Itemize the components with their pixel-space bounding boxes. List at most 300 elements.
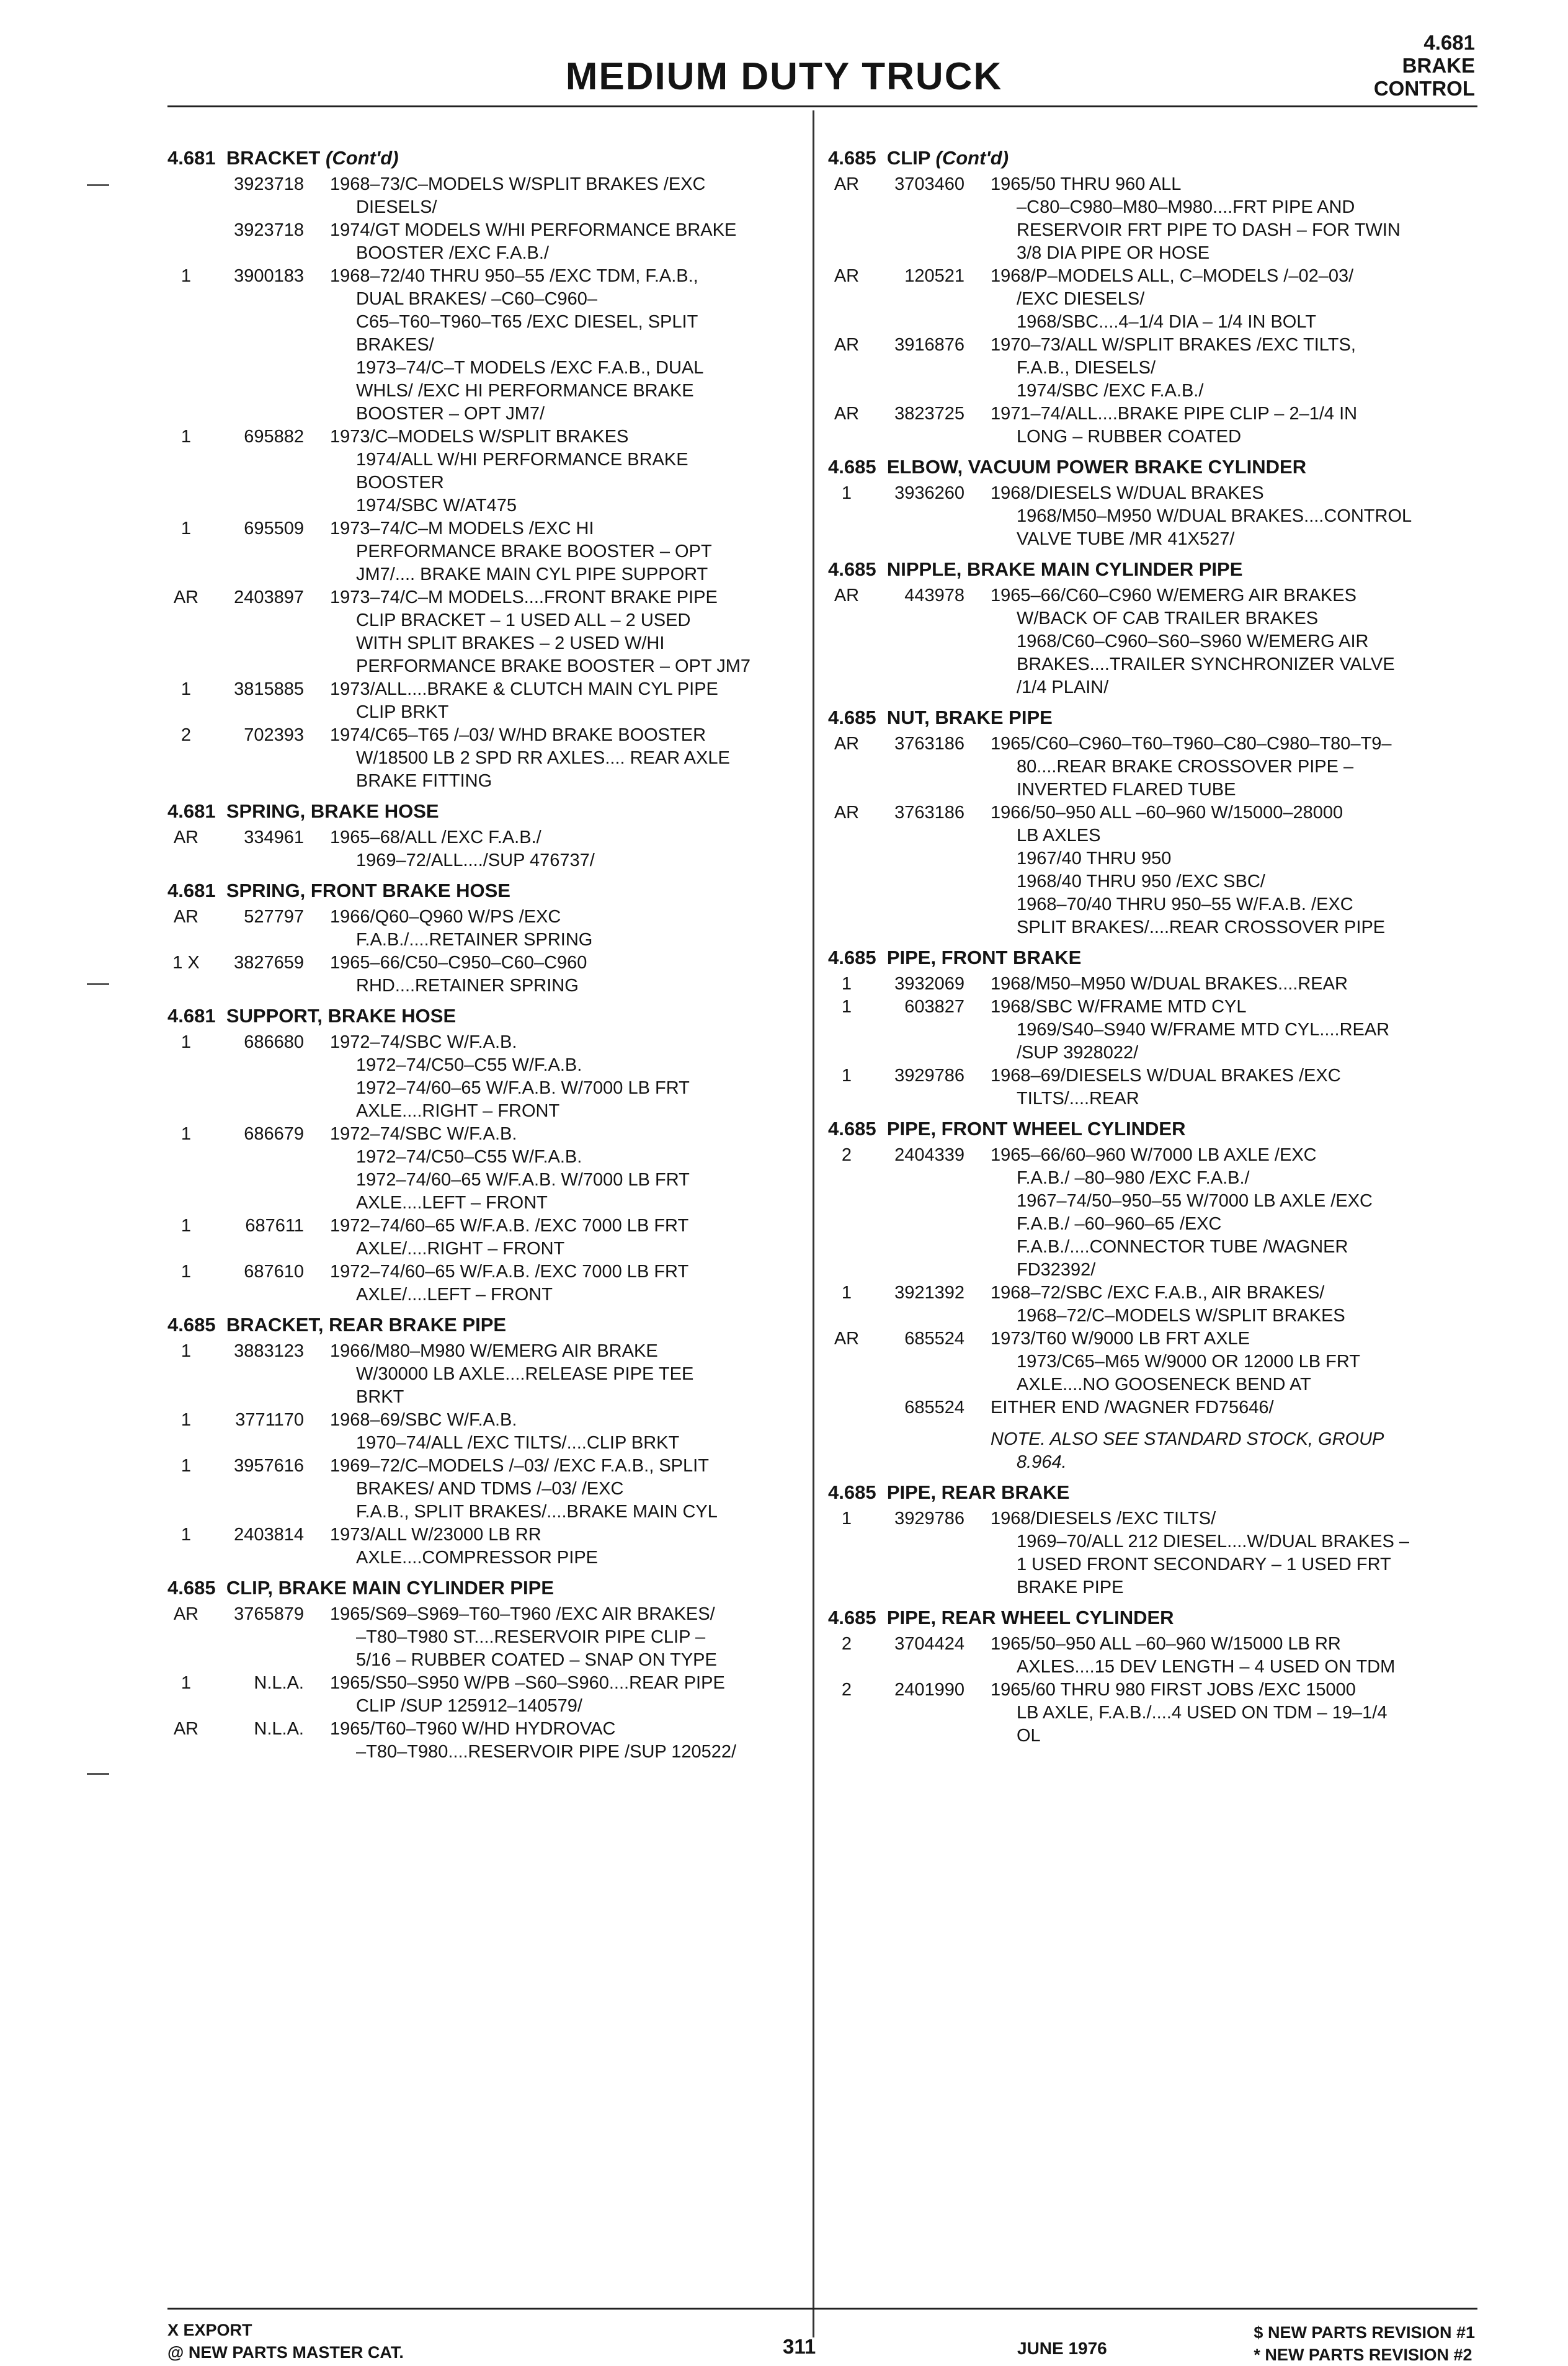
part-number: 3704424 bbox=[894, 1634, 964, 1654]
part-number: 443978 bbox=[904, 586, 964, 605]
application-line: 1965/S69–S969–T60–T960 /EXC AIR BRAKES/ bbox=[330, 1604, 715, 1624]
part-number: 334961 bbox=[244, 828, 304, 847]
part-entry bbox=[167, 1672, 806, 1718]
quantity: AR bbox=[173, 587, 199, 607]
part-entry bbox=[828, 584, 1473, 699]
application-line: 1972–74/SBC W/F.A.B. bbox=[330, 1124, 517, 1144]
section-header bbox=[828, 1480, 1473, 1505]
part-entry bbox=[167, 1123, 806, 1215]
application-text bbox=[991, 584, 1473, 699]
application-line: 1965–66/60–960 W/7000 LB AXLE /EXC bbox=[991, 1145, 1317, 1165]
section-header bbox=[167, 1576, 806, 1600]
quantity: AR bbox=[834, 174, 860, 194]
part-entry bbox=[167, 906, 806, 952]
part-entry bbox=[828, 1065, 1473, 1110]
part-number: 3883123 bbox=[234, 1341, 304, 1361]
quantity: 2 bbox=[841, 1634, 852, 1654]
part-entry bbox=[167, 517, 806, 586]
application-line: 1969/S40–S940 W/FRAME MTD CYL....REAR bbox=[1017, 1020, 1390, 1040]
section-header bbox=[167, 146, 806, 171]
application-line: 1968/C60–C960–S60–S960 W/EMERG AIR bbox=[1017, 632, 1369, 651]
part-entry bbox=[167, 1409, 806, 1455]
application-line: 1968/DIESELS /EXC TILTS/ bbox=[991, 1509, 1216, 1529]
group-number: 4.685 bbox=[828, 707, 876, 728]
application-text bbox=[991, 1144, 1473, 1282]
application-line: 1965/C60–C960–T60–T960–C80–C980–T80–T9– bbox=[991, 734, 1392, 754]
part-number: 3916876 bbox=[894, 335, 964, 355]
application-line: 1974/GT MODELS W/HI PERFORMANCE BRAKE bbox=[330, 220, 737, 240]
part-number: 3763186 bbox=[894, 803, 964, 823]
catalog-section bbox=[828, 557, 1473, 699]
part-entry bbox=[167, 265, 806, 426]
group-number: 4.681 bbox=[167, 880, 216, 901]
section-title: SPRING, FRONT BRAKE HOSE bbox=[226, 880, 510, 901]
quantity: 1 bbox=[180, 1032, 192, 1052]
section-header bbox=[828, 705, 1473, 730]
right-column bbox=[828, 140, 1473, 1751]
part-number: 3957616 bbox=[234, 1456, 304, 1476]
application-text bbox=[991, 1507, 1473, 1599]
application-line: BOOSTER – OPT JM7/ bbox=[356, 404, 545, 424]
section-code bbox=[1374, 31, 1475, 100]
quantity: AR bbox=[834, 803, 860, 823]
section-header bbox=[167, 799, 806, 824]
application-line: F.A.B./....CONNECTOR TUBE /WAGNER bbox=[1017, 1237, 1348, 1257]
application-text bbox=[991, 1679, 1473, 1748]
catalog-section bbox=[828, 455, 1473, 551]
application-text bbox=[330, 265, 806, 426]
page-title: MEDIUM DUTY TRUCK bbox=[565, 55, 1003, 98]
application-line: 80....REAR BRAKE CROSSOVER PIPE – bbox=[1017, 757, 1354, 777]
part-number: 695882 bbox=[244, 427, 304, 447]
section-name-line-1: BRAKE bbox=[1402, 54, 1475, 77]
application-line: 1968–72/SBC /EXC F.A.B., AIR BRAKES/ bbox=[991, 1283, 1325, 1303]
section-number: 4.681 bbox=[1423, 31, 1475, 54]
application-line: CLIP BRACKET – 1 USED ALL – 2 USED bbox=[356, 610, 691, 630]
application-line: 1971–74/ALL....BRAKE PIPE CLIP – 2–1/4 IN bbox=[991, 404, 1358, 424]
part-entry bbox=[828, 1144, 1473, 1282]
application-line: –T80–T980 ST....RESERVOIR PIPE CLIP – bbox=[356, 1627, 706, 1647]
application-line: F.A.B./ –80–980 /EXC F.A.B./ bbox=[1017, 1168, 1250, 1188]
application-line: 1972–74/60–65 W/F.A.B. W/7000 LB FRT bbox=[356, 1170, 690, 1190]
part-number: 695509 bbox=[244, 519, 304, 538]
application-line: 1974/ALL W/HI PERFORMANCE BRAKE bbox=[356, 450, 688, 470]
quantity: 1 bbox=[841, 1066, 852, 1086]
application-line: 1973/C–MODELS W/SPLIT BRAKES bbox=[330, 427, 629, 447]
application-line: 1966/Q60–Q960 W/PS /EXC bbox=[330, 907, 561, 927]
application-text bbox=[330, 906, 806, 952]
application-line: 1973/ALL W/23000 LB RR bbox=[330, 1525, 541, 1545]
application-line: DIESELS/ bbox=[356, 197, 437, 217]
margin-mark bbox=[87, 184, 109, 186]
application-text bbox=[991, 1633, 1473, 1679]
application-text bbox=[991, 334, 1473, 403]
application-line: 1968/SBC W/FRAME MTD CYL bbox=[991, 997, 1247, 1017]
part-entry bbox=[167, 1603, 806, 1672]
group-number: 4.685 bbox=[828, 147, 876, 169]
section-title: CLIP, BRAKE MAIN CYLINDER PIPE bbox=[226, 1577, 555, 1599]
application-line: 1968/SBC....4–1/4 DIA – 1/4 IN BOLT bbox=[1017, 312, 1317, 332]
part-entry bbox=[828, 1328, 1473, 1396]
group-number: 4.681 bbox=[167, 800, 216, 822]
application-line: PERFORMANCE BRAKE BOOSTER – OPT bbox=[356, 542, 712, 561]
application-line: 5/16 – RUBBER COATED – SNAP ON TYPE bbox=[356, 1650, 717, 1670]
part-number: 3923718 bbox=[234, 174, 304, 194]
application-line: F.A.B., DIESELS/ bbox=[1017, 358, 1156, 378]
quantity: AR bbox=[834, 266, 860, 286]
part-entry bbox=[167, 1718, 806, 1764]
part-number: 3703460 bbox=[894, 174, 964, 194]
application-line: EITHER END /WAGNER FD75646/ bbox=[991, 1398, 1274, 1417]
part-entry bbox=[828, 1633, 1473, 1679]
application-line: 1969–72/C–MODELS /–03/ /EXC F.A.B., SPLIT bbox=[330, 1456, 709, 1476]
application-line: 1965/60 THRU 980 FIRST JOBS /EXC 15000 bbox=[991, 1680, 1356, 1700]
part-number: 3823725 bbox=[894, 404, 964, 424]
part-entry bbox=[828, 403, 1473, 449]
group-number: 4.685 bbox=[167, 1577, 216, 1599]
publication-date: JUNE 1976 bbox=[1017, 2339, 1107, 2358]
part-entry bbox=[828, 1282, 1473, 1328]
quantity: AR bbox=[834, 734, 860, 754]
part-number: 685524 bbox=[904, 1329, 964, 1349]
application-line: 1967/40 THRU 950 bbox=[1017, 849, 1172, 868]
application-line: AXLE/....RIGHT – FRONT bbox=[356, 1239, 565, 1259]
application-text bbox=[330, 1455, 806, 1524]
application-text bbox=[991, 173, 1473, 265]
margin-mark bbox=[87, 1773, 109, 1775]
application-line: BRAKES....TRAILER SYNCHRONIZER VALVE bbox=[1017, 654, 1395, 674]
catalog-section bbox=[828, 1480, 1473, 1599]
application-line: RHD....RETAINER SPRING bbox=[356, 976, 579, 996]
part-number: 3932069 bbox=[894, 974, 964, 994]
application-text bbox=[330, 1524, 806, 1569]
page-number: 311 bbox=[783, 2335, 816, 2358]
part-number: 3765879 bbox=[234, 1604, 304, 1624]
application-text bbox=[991, 1065, 1473, 1110]
group-number: 4.685 bbox=[828, 558, 876, 580]
part-number: 2401990 bbox=[894, 1680, 964, 1700]
catalog-section bbox=[828, 945, 1473, 1110]
application-line: AXLE....COMPRESSOR PIPE bbox=[356, 1548, 598, 1568]
application-line: LB AXLE, F.A.B./....4 USED ON TDM – 19–1/4 bbox=[1017, 1703, 1388, 1723]
catalog-section bbox=[828, 1605, 1473, 1748]
part-entry bbox=[167, 219, 806, 265]
application-text bbox=[330, 678, 806, 724]
section-title: PIPE, FRONT WHEEL CYLINDER bbox=[886, 1118, 1186, 1140]
application-line: 1974/SBC /EXC F.A.B./ bbox=[1017, 381, 1204, 401]
group-number: 4.681 bbox=[167, 1005, 216, 1027]
application-line: BOOSTER /EXC F.A.B./ bbox=[356, 243, 550, 263]
group-number: 4.685 bbox=[828, 1607, 876, 1628]
quantity: 1 bbox=[841, 1509, 852, 1529]
part-entry bbox=[828, 173, 1473, 265]
application-line: F.A.B./....RETAINER SPRING bbox=[356, 930, 593, 950]
part-entry bbox=[167, 826, 806, 872]
part-entry bbox=[167, 586, 806, 678]
application-line: 1972–74/60–65 W/F.A.B. /EXC 7000 LB FRT bbox=[330, 1262, 689, 1282]
part-entry bbox=[167, 1215, 806, 1261]
application-line: 1974/SBC W/AT475 bbox=[356, 496, 517, 516]
part-number: 3900183 bbox=[234, 266, 304, 286]
quantity: 1 bbox=[841, 483, 852, 503]
section-title: NUT, BRAKE PIPE bbox=[886, 707, 1053, 728]
application-text bbox=[330, 1340, 806, 1409]
application-line: 1970–74/ALL /EXC TILTS/....CLIP BRKT bbox=[356, 1433, 680, 1453]
legend-master-cat: @ NEW PARTS MASTER CAT. bbox=[167, 2343, 404, 2362]
application-line: PERFORMANCE BRAKE BOOSTER – OPT JM7 bbox=[356, 656, 751, 676]
application-line: 1972–74/C50–C55 W/F.A.B. bbox=[356, 1147, 582, 1167]
quantity: 1 bbox=[180, 679, 192, 699]
application-line: AXLE....NO GOOSENECK BEND AT bbox=[1017, 1375, 1311, 1395]
part-number: 3923718 bbox=[234, 220, 304, 240]
application-text bbox=[991, 482, 1473, 551]
part-entry bbox=[828, 334, 1473, 403]
application-line: 1968/M50–M950 W/DUAL BRAKES....CONTROL bbox=[1017, 506, 1412, 526]
application-line: 1968/M50–M950 W/DUAL BRAKES....REAR bbox=[991, 974, 1348, 994]
part-number: 3921392 bbox=[894, 1283, 964, 1303]
application-line: /SUP 3928022/ bbox=[1017, 1043, 1139, 1063]
quantity: 1 bbox=[180, 1262, 192, 1282]
application-line: 1 USED FRONT SECONDARY – 1 USED FRT bbox=[1017, 1555, 1391, 1574]
part-entry bbox=[828, 1679, 1473, 1748]
section-header bbox=[828, 455, 1473, 480]
quantity: 2 bbox=[841, 1680, 852, 1700]
part-entry bbox=[167, 724, 806, 793]
application-line: 1968/40 THRU 950 /EXC SBC/ bbox=[1017, 872, 1265, 891]
application-line: JM7/.... BRAKE MAIN CYL PIPE SUPPORT bbox=[356, 565, 708, 584]
part-entry bbox=[828, 1507, 1473, 1599]
application-text bbox=[991, 801, 1473, 939]
application-text bbox=[330, 1215, 806, 1261]
catalog-section bbox=[167, 1004, 806, 1306]
part-entry bbox=[828, 482, 1473, 551]
footer-legend-right bbox=[1254, 2321, 1475, 2366]
section-header bbox=[828, 1605, 1473, 1630]
part-entry bbox=[167, 173, 806, 219]
part-entry bbox=[828, 996, 1473, 1065]
section-header bbox=[167, 1004, 806, 1029]
application-line: 1968–69/DIESELS W/DUAL BRAKES /EXC bbox=[991, 1066, 1341, 1086]
margin-mark bbox=[87, 983, 109, 985]
quantity: 1 bbox=[180, 1673, 192, 1693]
application-text bbox=[330, 1672, 806, 1718]
section-title: ELBOW, VACUUM POWER BRAKE CYLINDER bbox=[886, 456, 1307, 478]
application-line: TILTS/....REAR bbox=[1017, 1089, 1139, 1109]
group-number: 4.685 bbox=[828, 947, 876, 968]
application-line: 1968–69/SBC W/F.A.B. bbox=[330, 1410, 517, 1430]
application-text bbox=[330, 517, 806, 586]
quantity: 1 bbox=[180, 1525, 192, 1545]
section-header bbox=[828, 146, 1473, 171]
application-line: BRKT bbox=[356, 1387, 404, 1407]
part-entry bbox=[167, 1031, 806, 1123]
application-line: –C80–C980–M80–M980....FRT PIPE AND bbox=[1017, 197, 1355, 217]
part-entry bbox=[167, 1524, 806, 1569]
section-title: PIPE, FRONT BRAKE bbox=[886, 947, 1082, 968]
application-text bbox=[330, 426, 806, 517]
section-note bbox=[991, 1428, 1473, 1474]
part-number: 3827659 bbox=[234, 953, 304, 973]
section-title: SPRING, BRAKE HOSE bbox=[226, 800, 439, 822]
section-header bbox=[167, 1313, 806, 1337]
application-line: 1973/T60 W/9000 LB FRT AXLE bbox=[991, 1329, 1250, 1349]
application-text bbox=[991, 1282, 1473, 1328]
application-line: 1968–72/40 THRU 950–55 /EXC TDM, F.A.B., bbox=[330, 266, 698, 286]
catalog-section bbox=[167, 799, 806, 872]
part-entry bbox=[828, 733, 1473, 801]
catalog-section bbox=[828, 146, 1473, 449]
quantity: 1 bbox=[180, 266, 192, 286]
application-line: BRAKES/ AND TDMS /–03/ /EXC bbox=[356, 1479, 624, 1499]
application-line: 1967–74/50–950–55 W/7000 LB AXLE /EXC bbox=[1017, 1191, 1373, 1211]
section-title: PIPE, REAR BRAKE bbox=[886, 1481, 1070, 1503]
application-line: AXLE....RIGHT – FRONT bbox=[356, 1101, 560, 1121]
footer-legend-left bbox=[167, 2319, 404, 2364]
application-text bbox=[330, 1603, 806, 1672]
application-text bbox=[991, 733, 1473, 801]
quantity: AR bbox=[834, 335, 860, 355]
application-line: WHLS/ /EXC HI PERFORMANCE BRAKE bbox=[356, 381, 694, 401]
part-number: N.L.A. bbox=[254, 1719, 304, 1739]
quantity: AR bbox=[173, 1719, 199, 1739]
part-entry bbox=[828, 1396, 1473, 1419]
application-line: F.A.B./ –60–960–65 /EXC bbox=[1017, 1214, 1222, 1234]
section-title: BRACKET, REAR BRAKE PIPE bbox=[226, 1314, 507, 1336]
bottom-rule bbox=[167, 2308, 1477, 2310]
section-title: NIPPLE, BRAKE MAIN CYLINDER PIPE bbox=[886, 558, 1243, 580]
application-line: 1966/50–950 ALL –60–960 W/15000–28000 bbox=[991, 803, 1343, 823]
part-number: 120521 bbox=[904, 266, 964, 286]
quantity: AR bbox=[173, 907, 199, 927]
section-title: CLIP bbox=[886, 147, 930, 169]
section-title: PIPE, REAR WHEEL CYLINDER bbox=[886, 1607, 1174, 1628]
part-entry bbox=[828, 265, 1473, 334]
application-line: WITH SPLIT BRAKES – 2 USED W/HI bbox=[356, 633, 665, 653]
group-number: 4.681 bbox=[167, 147, 216, 169]
application-text bbox=[330, 219, 806, 265]
catalog-section bbox=[828, 705, 1473, 939]
part-number: 527797 bbox=[244, 907, 304, 927]
quantity: 1 bbox=[180, 1341, 192, 1361]
quantity: AR bbox=[834, 404, 860, 424]
part-number: 2403814 bbox=[234, 1525, 304, 1545]
application-text bbox=[991, 996, 1473, 1065]
application-line: CLIP /SUP 125912–140579/ bbox=[356, 1696, 582, 1716]
application-line: /1/4 PLAIN/ bbox=[1017, 677, 1109, 697]
catalog-section bbox=[167, 878, 806, 998]
application-text bbox=[991, 403, 1473, 449]
application-line: CLIP BRKT bbox=[356, 702, 449, 722]
application-line: OL bbox=[1017, 1726, 1041, 1746]
part-number: 3929786 bbox=[894, 1066, 964, 1086]
group-number: 4.685 bbox=[828, 1481, 876, 1503]
application-text bbox=[330, 826, 806, 872]
part-number: 2404339 bbox=[894, 1145, 964, 1165]
application-line: AXLES....15 DEV LENGTH – 4 USED ON TDM bbox=[1017, 1657, 1396, 1677]
application-line: 1968–72/C–MODELS W/SPLIT BRAKES bbox=[1017, 1306, 1345, 1326]
application-line: 1968/DIESELS W/DUAL BRAKES bbox=[991, 483, 1264, 503]
application-line: DUAL BRAKES/ –C60–C960– bbox=[356, 289, 598, 309]
section-title: BRACKET bbox=[226, 147, 321, 169]
application-line: LB AXLES bbox=[1017, 826, 1101, 846]
application-line: SPLIT BRAKES/....REAR CROSSOVER PIPE bbox=[1017, 917, 1386, 937]
application-text bbox=[330, 1123, 806, 1215]
application-line: 1965/50 THRU 960 ALL bbox=[991, 174, 1182, 194]
application-line: 1965–68/ALL /EXC F.A.B./ bbox=[330, 828, 541, 847]
application-text bbox=[330, 1718, 806, 1764]
application-text bbox=[330, 724, 806, 793]
part-number: 685524 bbox=[904, 1398, 964, 1417]
part-number: 3929786 bbox=[894, 1509, 964, 1529]
application-text bbox=[330, 1031, 806, 1123]
catalog-section bbox=[167, 1313, 806, 1569]
part-number: 686680 bbox=[244, 1032, 304, 1052]
quantity: 1 X bbox=[172, 953, 200, 973]
section-title: SUPPORT, BRAKE HOSE bbox=[226, 1005, 457, 1027]
part-number: 3936260 bbox=[894, 483, 964, 503]
application-line: 1966/M80–M980 W/EMERG AIR BRAKE bbox=[330, 1341, 658, 1361]
continued-label: (Cont'd) bbox=[935, 147, 1009, 169]
part-number: 686679 bbox=[244, 1124, 304, 1144]
application-text bbox=[330, 1409, 806, 1455]
application-line: 1965/T60–T960 W/HD HYDROVAC bbox=[330, 1719, 616, 1739]
application-line: BRAKE FITTING bbox=[356, 771, 492, 791]
application-line: 1973/ALL....BRAKE & CLUTCH MAIN CYL PIPE bbox=[330, 679, 718, 699]
legend-revision-1: $ NEW PARTS REVISION #1 bbox=[1254, 2323, 1475, 2342]
application-line: FD32392/ bbox=[1017, 1260, 1096, 1280]
legend-export: X EXPORT bbox=[167, 2321, 252, 2339]
quantity: 1 bbox=[841, 1283, 852, 1303]
application-text bbox=[991, 265, 1473, 334]
application-line: 1973–74/C–T MODELS /EXC F.A.B., DUAL bbox=[356, 358, 704, 378]
application-line: 1969–72/ALL..../SUP 476737/ bbox=[356, 850, 595, 870]
quantity: AR bbox=[173, 1604, 199, 1624]
quantity: 1 bbox=[180, 1124, 192, 1144]
part-number: 3771170 bbox=[235, 1410, 304, 1430]
application-line: 1965–66/C60–C960 W/EMERG AIR BRAKES bbox=[991, 586, 1356, 605]
quantity: AR bbox=[173, 828, 199, 847]
group-number: 4.685 bbox=[828, 1118, 876, 1140]
part-entry bbox=[167, 1340, 806, 1409]
catalog-section bbox=[167, 1576, 806, 1764]
application-line: F.A.B., SPLIT BRAKES/....BRAKE MAIN CYL bbox=[356, 1502, 718, 1522]
catalog-section bbox=[167, 146, 806, 793]
part-number: 603827 bbox=[904, 997, 964, 1017]
quantity: 1 bbox=[180, 519, 192, 538]
application-line: 1968–70/40 THRU 950–55 W/F.A.B. /EXC bbox=[1017, 895, 1353, 914]
application-line: BRAKE PIPE bbox=[1017, 1578, 1124, 1597]
legend-revision-2: * NEW PARTS REVISION #2 bbox=[1254, 2346, 1472, 2364]
application-line: 1972–74/C50–C55 W/F.A.B. bbox=[356, 1055, 582, 1075]
note-line: 8.964. bbox=[1017, 1452, 1067, 1472]
application-line: 1973–74/C–M MODELS....FRONT BRAKE PIPE bbox=[330, 587, 718, 607]
application-line: C65–T60–T960–T65 /EXC DIESEL, SPLIT bbox=[356, 312, 698, 332]
application-line: INVERTED FLARED TUBE bbox=[1017, 780, 1236, 800]
application-line: 1973–74/C–M MODELS /EXC HI bbox=[330, 519, 594, 538]
quantity: 1 bbox=[180, 1410, 192, 1430]
column-divider bbox=[813, 110, 814, 2337]
application-line: 1972–74/60–65 W/F.A.B. /EXC 7000 LB FRT bbox=[330, 1216, 689, 1236]
quantity: 1 bbox=[841, 974, 852, 994]
application-line: AXLE....LEFT – FRONT bbox=[356, 1193, 548, 1213]
continued-label: (Cont'd) bbox=[326, 147, 399, 169]
application-line: W/BACK OF CAB TRAILER BRAKES bbox=[1017, 609, 1319, 628]
application-line: 1968/P–MODELS ALL, C–MODELS /–02–03/ bbox=[991, 266, 1354, 286]
part-number: N.L.A. bbox=[254, 1673, 304, 1693]
quantity: AR bbox=[834, 1329, 860, 1349]
application-line: VALVE TUBE /MR 41X527/ bbox=[1017, 529, 1235, 549]
application-line: 1969–70/ALL 212 DIESEL....W/DUAL BRAKES – bbox=[1017, 1532, 1409, 1551]
